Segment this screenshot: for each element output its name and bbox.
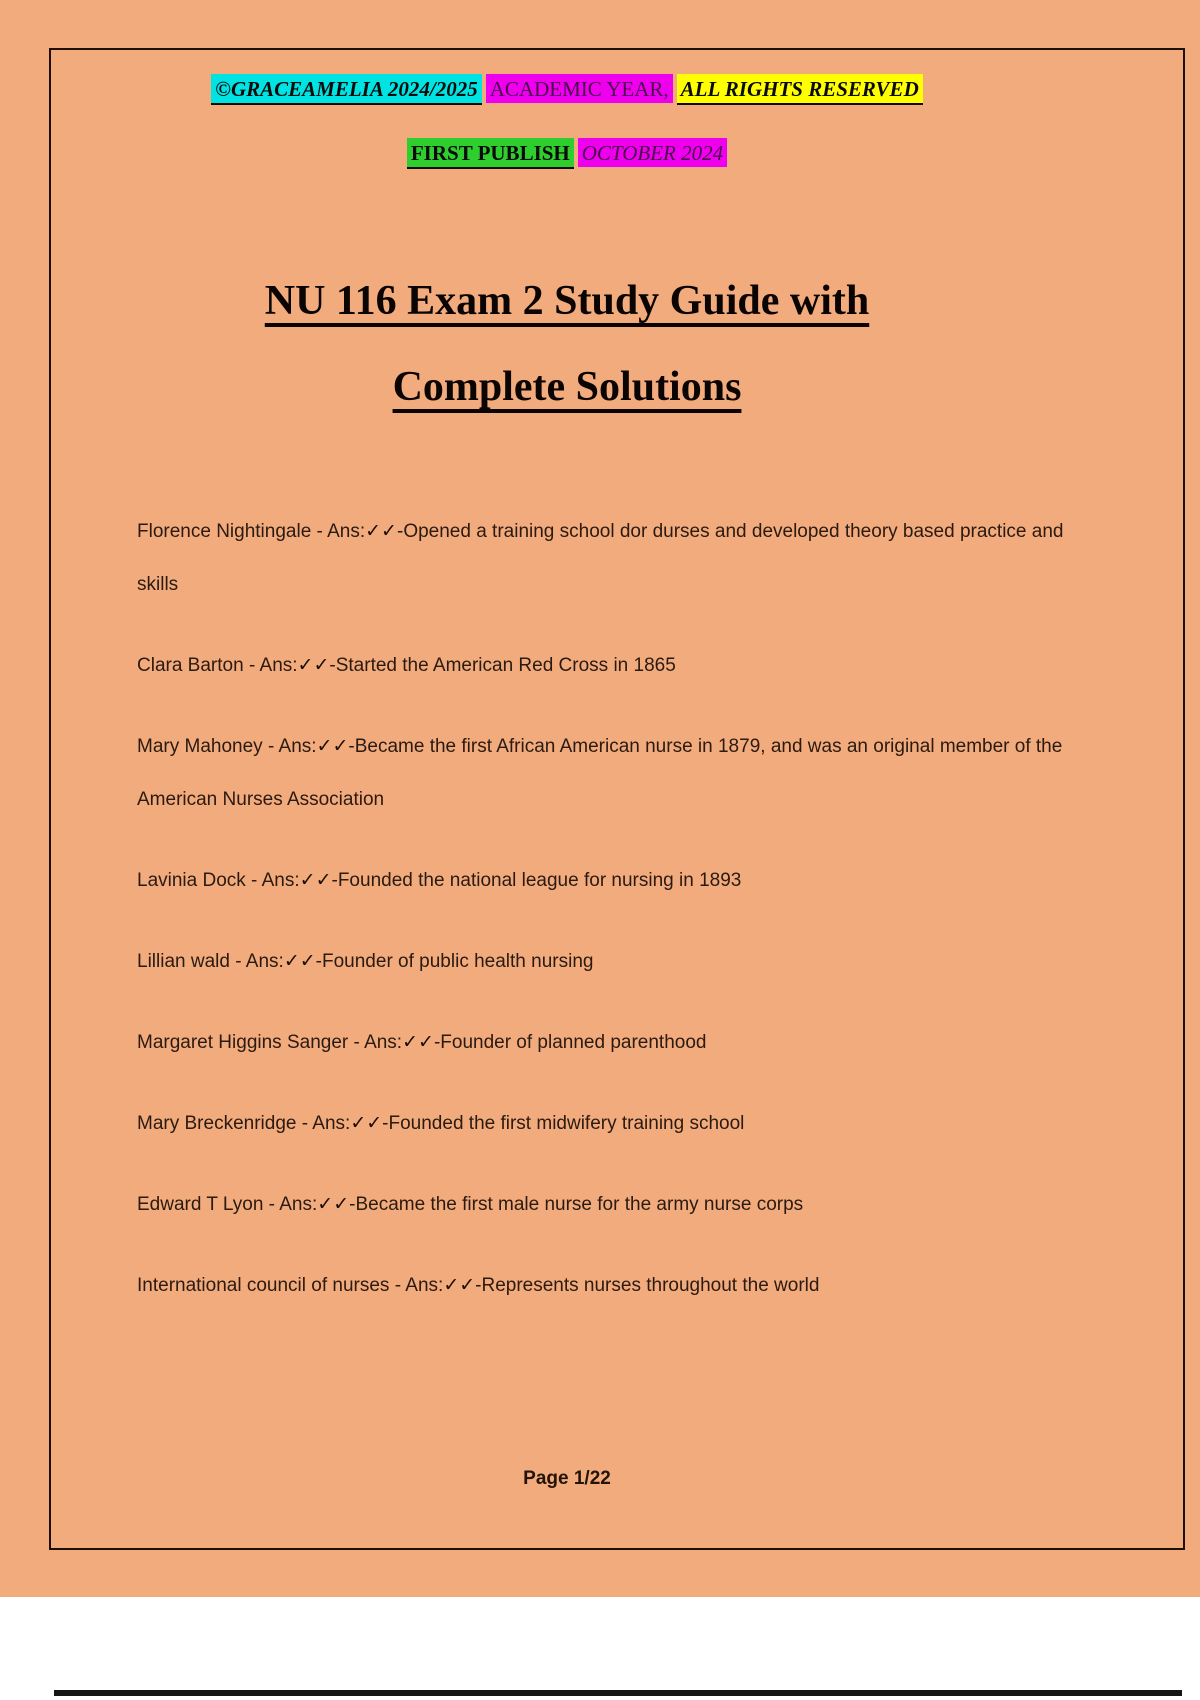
checkmarks: ✓✓ <box>350 1112 383 1134</box>
answer-dash: - <box>315 951 322 972</box>
qa-list <box>137 505 1082 1340</box>
qa-separator: - <box>245 870 262 891</box>
answer-prefix: Ans: <box>259 655 298 676</box>
qa-term: Mary Mahoney <box>137 736 263 757</box>
answer-prefix: Ans: <box>278 736 317 757</box>
qa-item <box>137 1097 1082 1150</box>
qa-term: Clara Barton <box>137 655 244 676</box>
header-highlight-segment: ALL RIGHTS RESERVED <box>677 74 923 105</box>
checkmarks: ✓✓ <box>283 950 316 972</box>
qa-item <box>137 720 1082 826</box>
checkmarks: ✓✓ <box>317 1193 350 1215</box>
qa-separator: - <box>311 521 328 542</box>
answer-prefix: Ans: <box>327 521 366 542</box>
answer-dash: - <box>382 1113 389 1134</box>
answer-dash: - <box>349 1194 356 1215</box>
document-title <box>137 258 997 430</box>
qa-separator: - <box>348 1032 365 1053</box>
qa-answer: Represents nurses throughout the world <box>481 1275 820 1296</box>
qa-answer: Became the first African American nurse in 1879, and was an original member of the American Nurses Association <box>137 736 1063 810</box>
qa-term: International council of nurses <box>137 1275 390 1296</box>
qa-item <box>137 935 1082 988</box>
checkmarks: ✓✓ <box>299 869 332 891</box>
checkmarks: ✓✓ <box>365 520 397 542</box>
checkmarks: ✓✓ <box>402 1031 434 1053</box>
answer-dash: - <box>433 1032 441 1053</box>
qa-answer: Started the American Red Cross in 1865 <box>335 655 676 676</box>
qa-term: Edward T Lyon <box>137 1194 264 1215</box>
qa-item <box>137 639 1082 692</box>
qa-answer: Opened a training school dor durses and developed theory based practice and skills <box>137 521 1064 595</box>
qa-item <box>137 854 1082 907</box>
answer-dash: - <box>331 870 338 891</box>
header-highlight-segment: FIRST PUBLISH <box>407 138 574 169</box>
answer-prefix: Ans: <box>364 1032 403 1053</box>
answer-prefix: Ans: <box>312 1113 351 1134</box>
qa-separator: - <box>262 736 279 757</box>
qa-item <box>137 1178 1082 1231</box>
qa-separator: - <box>243 655 260 676</box>
content-frame <box>49 48 1185 1550</box>
answer-prefix: Ans: <box>279 1194 318 1215</box>
answer-dash: - <box>475 1275 482 1296</box>
qa-term: Lillian wald <box>137 951 230 972</box>
header-highlight-segment: OCTOBER 2024 <box>578 138 727 167</box>
title-line-1: NU 116 Exam 2 Study Guide with <box>264 278 870 324</box>
answer-dash: - <box>348 736 355 757</box>
qa-item <box>137 1259 1082 1312</box>
qa-term: Lavinia Dock <box>137 870 246 891</box>
checkmarks: ✓✓ <box>443 1274 476 1296</box>
qa-answer: Founder of public health nursing <box>322 951 594 972</box>
qa-answer: Became the first male nurse for the army nurse corps <box>355 1194 804 1215</box>
copyright-line <box>137 74 997 105</box>
qa-answer: Founded the first midwifery training school <box>388 1113 745 1134</box>
qa-item <box>137 505 1082 611</box>
answer-prefix: Ans: <box>261 870 300 891</box>
answer-prefix: Ans: <box>245 951 284 972</box>
qa-separator: - <box>263 1194 280 1215</box>
header-highlight-segment: ACADEMIC YEAR, <box>486 74 673 103</box>
answer-prefix: Ans: <box>405 1275 444 1296</box>
checkmarks: ✓✓ <box>316 735 349 757</box>
qa-answer: Founded the national league for nursing in 1893 <box>337 870 742 891</box>
qa-term: Florence Nightingale <box>137 521 312 542</box>
qa-separator: - <box>229 951 246 972</box>
next-page-top-border <box>54 1690 1182 1696</box>
qa-term: Mary Breckenridge <box>137 1113 297 1134</box>
qa-item <box>137 1016 1082 1069</box>
publish-line <box>137 138 997 169</box>
answer-dash: - <box>396 521 404 542</box>
qa-answer: Founder of planned parenthood <box>440 1032 707 1053</box>
header-block <box>137 74 997 169</box>
answer-dash: - <box>329 655 336 676</box>
title-line-2: Complete Solutions <box>392 364 742 410</box>
header-highlight-segment: ©GRACEAMELIA 2024/2025 <box>211 74 482 105</box>
qa-separator: - <box>296 1113 313 1134</box>
qa-term: Margaret Higgins Sanger <box>137 1032 349 1053</box>
page-number: Page 1/22 <box>523 1468 611 1489</box>
qa-separator: - <box>389 1275 406 1296</box>
checkmarks: ✓✓ <box>297 654 330 676</box>
